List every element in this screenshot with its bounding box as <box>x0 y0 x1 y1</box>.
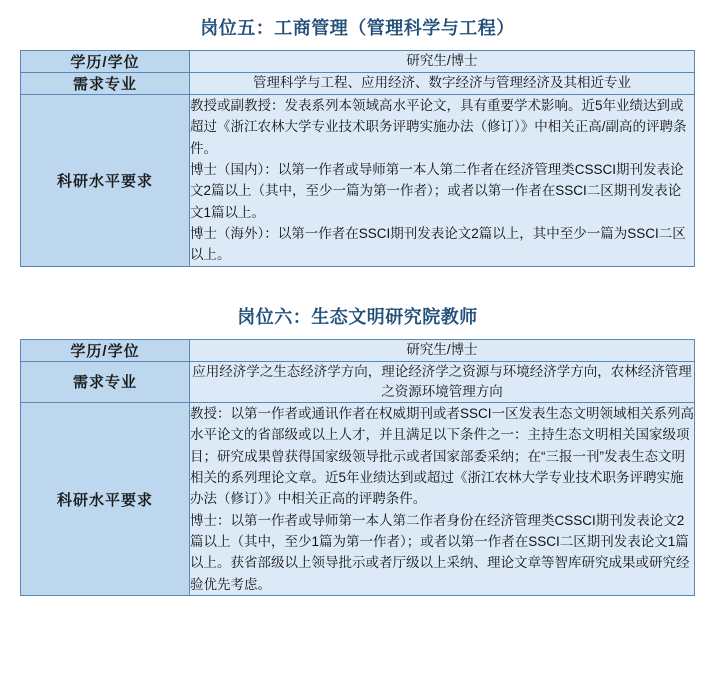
research-paragraph: 博士（海外）：以第一作者在SSCI期刊发表论文2篇以上，其中至少一篇为SSCI二区以上。 <box>190 225 686 263</box>
row-label-education: 学历/学位 <box>21 339 190 361</box>
table-row <box>21 95 695 267</box>
job-table-five <box>20 50 695 267</box>
row-value-major: 应用经济学之生态经济学方向，理论经济学之资源与环境经济学方向，农林经济管理之资源环境管理方向 <box>190 361 695 403</box>
row-label-research: 科研水平要求 <box>21 95 190 267</box>
table-row <box>21 73 695 95</box>
section-spacer <box>0 267 715 293</box>
row-value-education: 研究生/博士 <box>190 339 695 361</box>
job-table-six <box>20 339 695 596</box>
row-label-education: 学历/学位 <box>21 51 190 73</box>
row-label-major: 需求专业 <box>21 361 190 403</box>
research-paragraph: 教授：以第一作者或通讯作者在权威期刊或者SSCI一区发表生态文明领域相关系列高水平论文的省部级或以上人才，并且满足以下条件之一：主持生态文明相关国家级项目；研究成果曾获得国家级领导批示或者国家部委采纳；在“三报一刊”发表生态文明相关的系列理论文章。近5年业绩达到或超过《浙江农林大学专业技术职务评聘实施办法（修订）》中相关正高的评聘条件。 <box>190 406 695 507</box>
row-value-education: 研究生/博士 <box>190 51 695 73</box>
row-value-research <box>190 95 695 267</box>
row-label-research: 科研水平要求 <box>21 403 190 596</box>
table-row <box>21 403 695 596</box>
research-paragraph: 博士（国内）：以第一作者或导师第一本人第二作者在经济管理类CSSCI期刊发表论文2篇以上（其中，至少一篇为第一作者）；或者以第一作者在SSCI二区期刊发表论文1篇以上。 <box>190 161 684 220</box>
section-title-six: 岗位六：生态文明研究院教师 <box>237 306 478 327</box>
job-section-five <box>0 4 715 267</box>
research-paragraph: 教授或副教授：发表系列本领域高水平论文，具有重要学术影响。近5年业绩达到或超过《浙江农林大学专业技术职务评聘实施办法（修订）》中相关正高/副高的评聘条件。 <box>190 98 687 156</box>
table-row <box>21 361 695 403</box>
row-value-research <box>190 403 695 596</box>
section-title-five: 岗位五：工商管理（管理科学与工程） <box>200 18 515 38</box>
table-row <box>21 339 695 361</box>
row-value-major: 管理科学与工程、应用经济、数字经济与管理经济及其相近专业 <box>190 73 695 95</box>
job-section-six <box>0 293 715 596</box>
row-label-major: 需求专业 <box>21 73 190 95</box>
table-row <box>21 51 695 73</box>
research-paragraph: 博士：以第一作者或导师第一本人第二作者身份在经济管理类CSSCI期刊发表论文2篇以上（其中，至少1篇为第一作者）；或者以第一作者在SSCI二区期刊发表论文1篇以上。获省部级以上领导批示或者厅级以上采纳、理论文章等智库研究成果或研究经验优先考虑。 <box>190 512 690 592</box>
